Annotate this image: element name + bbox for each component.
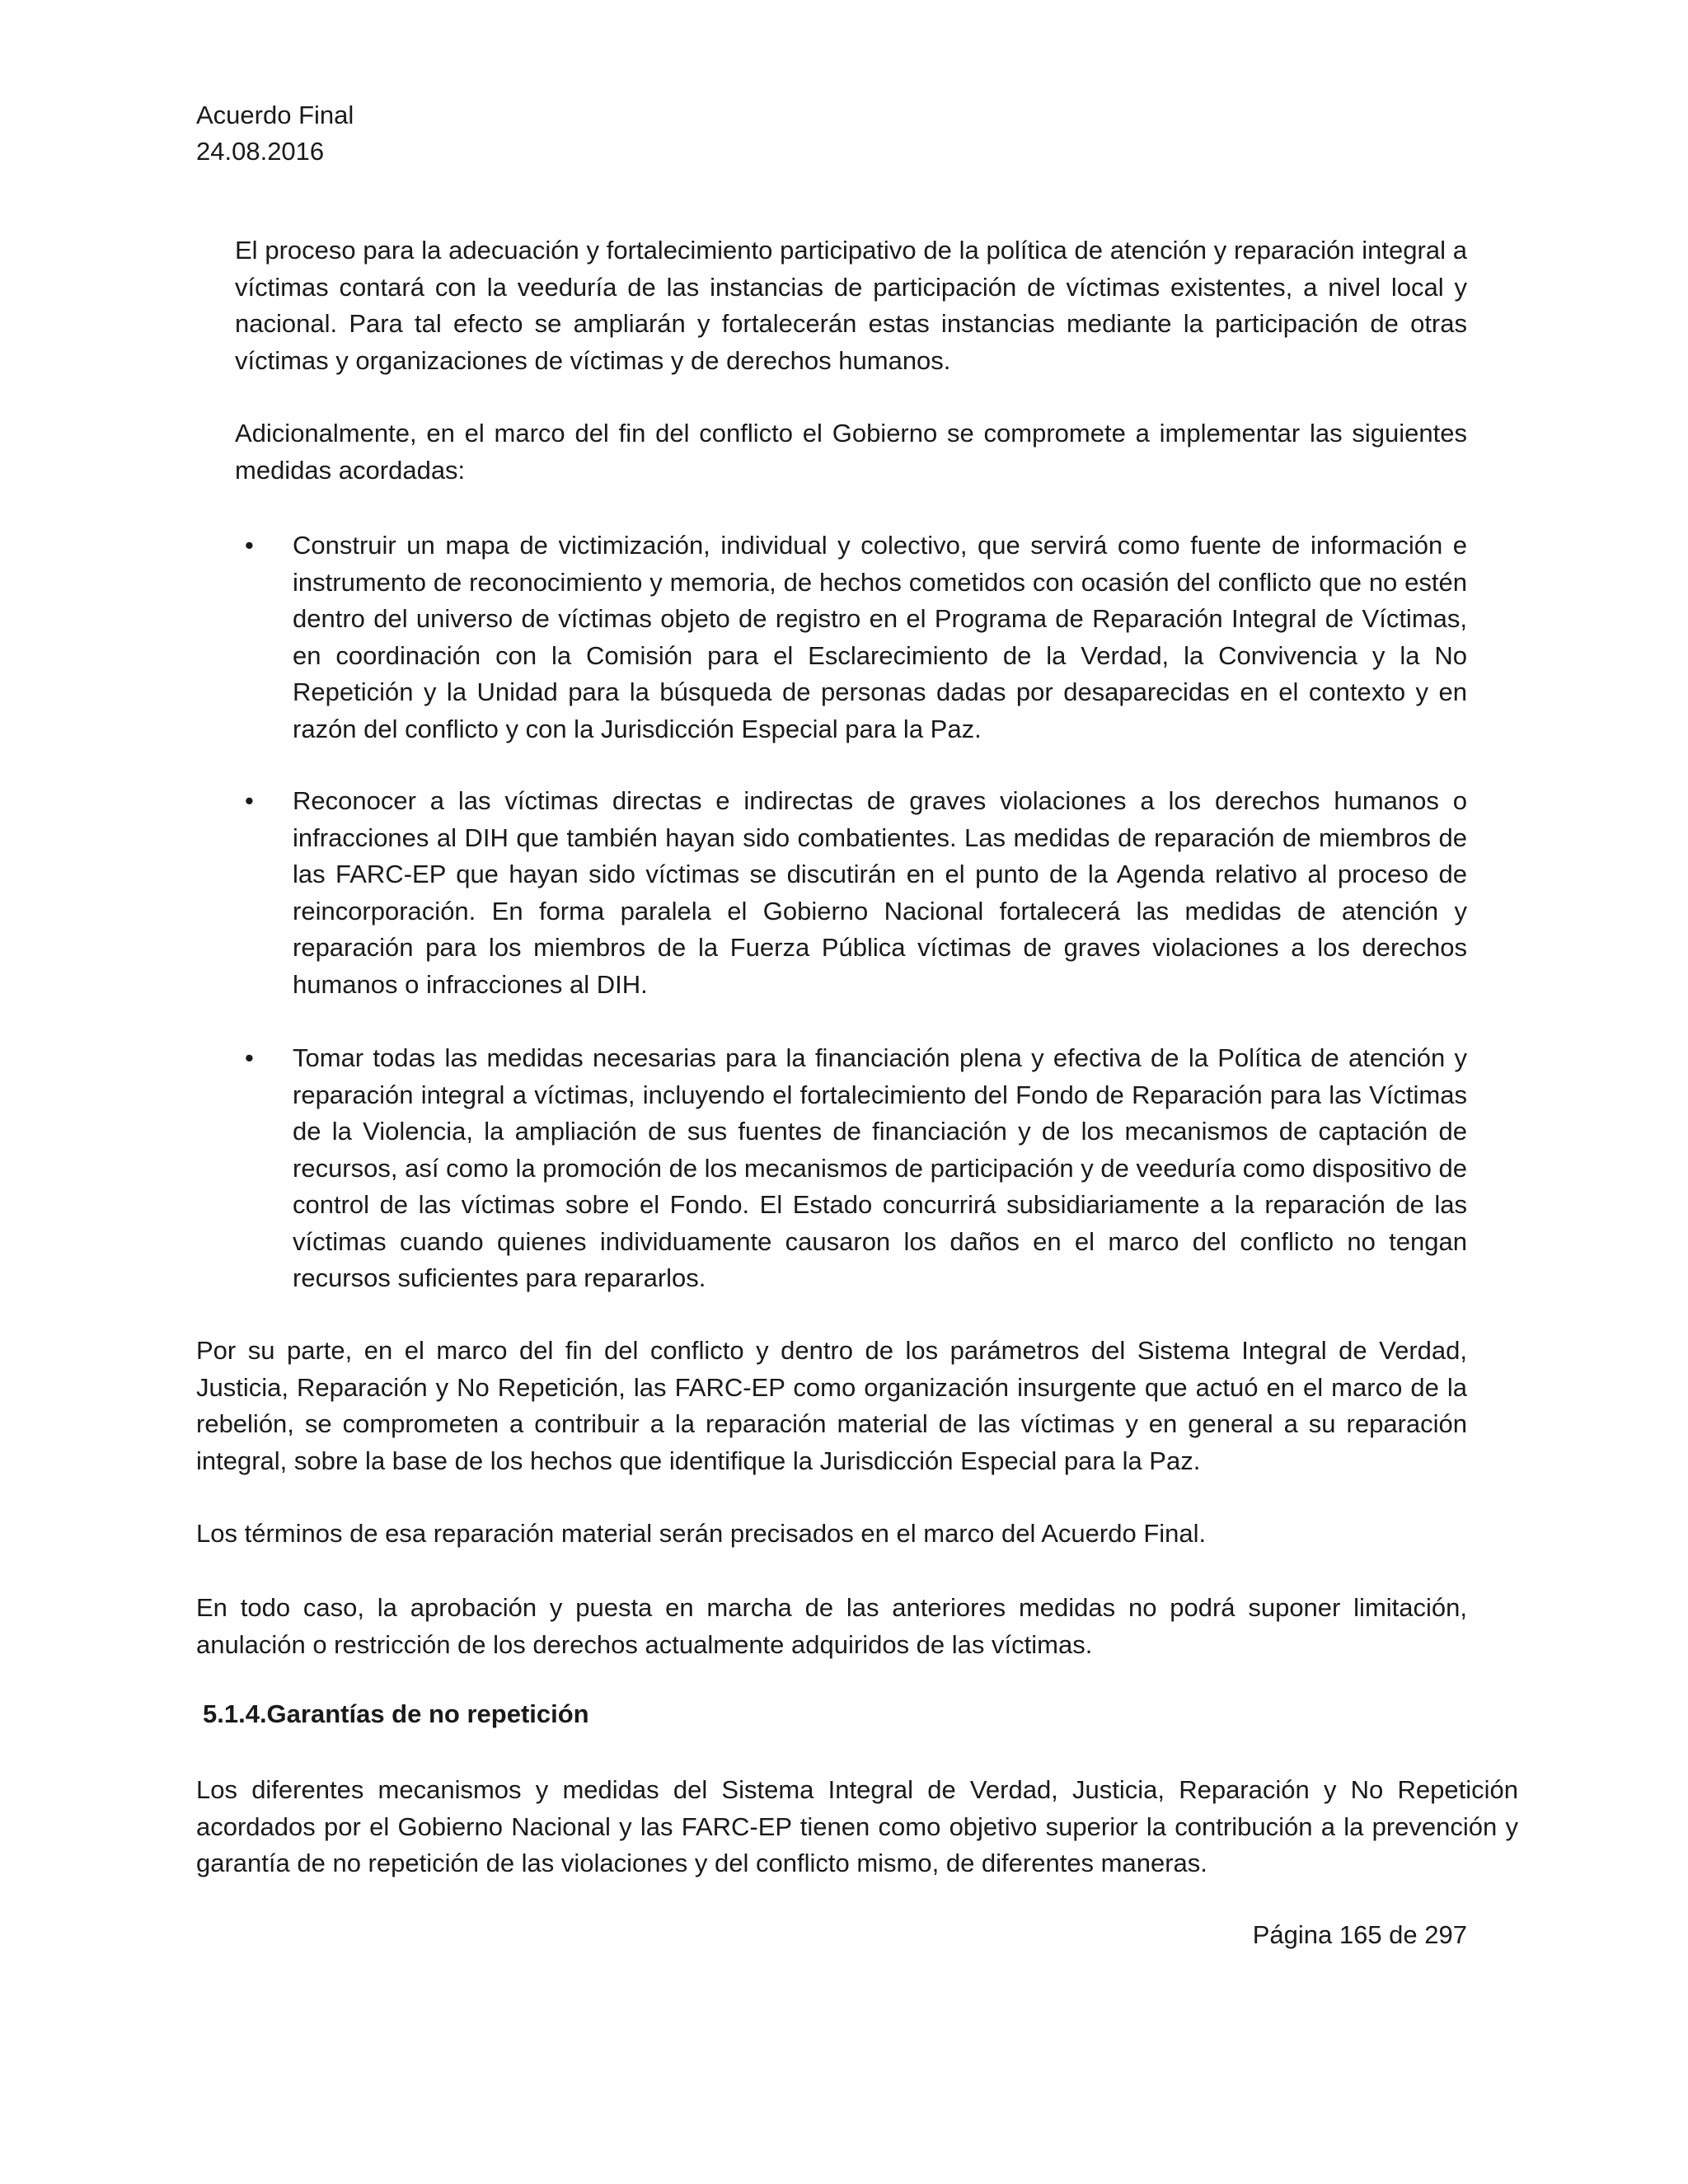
list-item-text: Reconocer a las víctimas directas e indirectas de graves violaciones a los derechos humanos o infracciones al DIH que también hayan sido combatientes. Las medidas de reparación de miembros de las FARC-EP que hayan sido víctimas se discutirán en el punto de la Agenda relativo al proceso de reincorporación. En forma paralela el Gobierno Nacional fortalecerá las medidas de atención y reparación para los miembros de la Fuerza Pública víctimas de graves violaciones a los derechos humanos o infracciones al DIH. [293, 786, 1467, 999]
paragraph-terminos: Los términos de esa reparación material serán precisados en el marco del Acuerdo Final. [196, 1519, 1207, 1548]
list-item [235, 1040, 1467, 1297]
paragraph-medidas-intro: Adicionalmente, en el marco del fin del conflicto el Gobierno se compromete a implementar las siguientes medidas acordadas: [235, 419, 1467, 485]
header-title: Acuerdo Final [196, 101, 354, 129]
list-item-text: Tomar todas las medidas necesarias para la financiación plena y efectiva de la Política de atención y reparación integral a víctimas, incluyendo el fortalecimiento del Fondo de Reparación para las Víctimas de la Violencia, la ampliación de sus fuentes de financiación y de los mecanismos de captación de recursos, así como la promoción de los mecanismos de participación y de veeduría como dispositivo de control de las víctimas sobre el Fondo. El Estado concurrirá subsidiariamente a la reparación de las víctimas cuando quienes individuamente causaron los daños en el marco del conflicto no tengan recursos suficientes para repararlos. [293, 1043, 1467, 1292]
section-heading: 5.1.4.Garantías de no repetición [203, 1699, 589, 1728]
paragraph-farc-reparacion: Por su parte, en el marco del fin del conflicto y dentro de los parámetros del Sistema Integral de Verdad, Justicia, Reparación y No Repetición, las FARC-EP como organización insurgente que actuó en el marco de la rebelión, se comprometen a contribuir a la reparación material de las víctimas y en general a su reparación integral, sobre la base de los hechos que identifique la Jurisdicción Especial para la Paz. [196, 1336, 1467, 1475]
bullet-icon: • [245, 786, 254, 815]
bullet-icon: • [245, 531, 254, 560]
header-date: 24.08.2016 [196, 137, 325, 166]
list-item [235, 783, 1467, 1003]
page-number: Página 165 de 297 [1252, 1920, 1467, 1949]
list-item-text: Construir un mapa de victimización, individual y colectivo, que servirá como fuente de información e instrumento de reconocimiento y memoria, de hechos cometidos con ocasión del conflicto que no estén dentro del universo de víctimas objeto de registro en el Programa de Reparación Integral de Víctimas, en coordinación con la Comisión para el Esclarecimiento de la Verdad, la Convivencia y la No Repetición y la Unidad para la búsqueda de personas dadas por desaparecidas en el contexto y en razón del conflicto y con la Jurisdicción Especial para la Paz. [293, 531, 1467, 743]
list-item [235, 527, 1467, 748]
bullet-icon: • [245, 1043, 254, 1072]
paragraph-veeduria: El proceso para la adecuación y fortalecimiento participativo de la política de atención y reparación integral a víctimas contará con la veeduría de las instancias de participación de víctimas existentes, a nivel local y nacional. Para tal efecto se ampliarán y fortalecerán estas instancias mediante la participación de otras víctimas y organizaciones de víctimas y de derechos humanos. [235, 236, 1467, 375]
page-header [196, 97, 354, 170]
paragraph-en-todo-caso: En todo caso, la aprobación y puesta en marcha de las anteriores medidas no podrá suponer limitación, anulación o restricción de los derechos actualmente adquiridos de las víctimas. [196, 1593, 1467, 1659]
paragraph-garantias: Los diferentes mecanismos y medidas del Sistema Integral de Verdad, Justicia, Reparación y No Repetición acordados por el Gobierno Nacional y las FARC-EP tienen como objetivo superior la contribución a la prevención y garantía de no repetición de las violaciones y del conflicto mismo, de diferentes maneras. [196, 1775, 1518, 1877]
